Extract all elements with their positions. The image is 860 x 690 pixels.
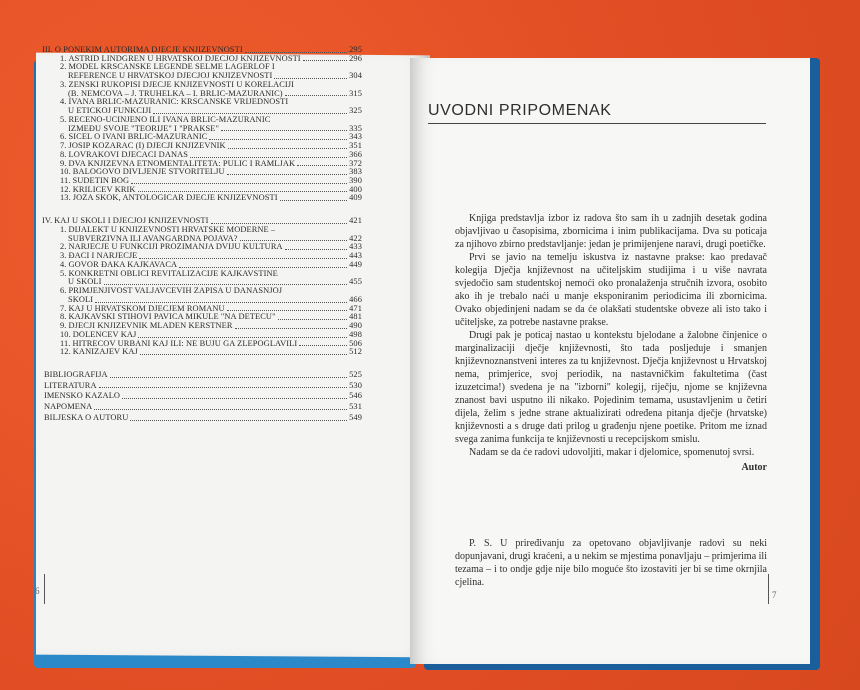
- toc-number: 12.: [60, 184, 71, 194]
- toc-entry: [42, 261, 362, 270]
- toc-title: KANIŽAJEV KAJ: [72, 348, 138, 357]
- toc-title: JOŽA SKOK, ANTOLOGIČAR DJEČJE KNJIŽEVNOSTI: [72, 194, 278, 203]
- paragraph: Nadam se da će radovi udovoljiti, makar i djelomice, spomenutoj svrsi.: [469, 447, 755, 458]
- toc-page: 295: [349, 45, 362, 54]
- toc-leader: [130, 420, 347, 421]
- toc-entry: [42, 217, 362, 226]
- toc-number: 1.: [60, 224, 67, 234]
- toc-entry: [42, 177, 362, 186]
- toc-entry: [42, 296, 362, 305]
- postscript: P. S. U priređivanju za opetovano objavljivanje radovi su neki dopunjavani, drugi kraćeni, a u nekim se mjestima ponavljaju – primjerima ili tezama – i to ondje gdje nije bilo moguće što izostaviti jer bi se time okrnjila cjelina.: [455, 538, 767, 588]
- toc-entry: [42, 90, 362, 99]
- toc-number: 7.: [60, 141, 67, 151]
- toc-title: IZMEĐU SVOJE "TEORIJE" I "PRAKSE": [68, 124, 219, 133]
- toc-number: 3.: [60, 79, 67, 89]
- toc-page: 390: [349, 176, 362, 186]
- toc-title: KONKRETNI OBLICI REVITALIZACIJE KAJKAVŠTINE: [68, 269, 278, 278]
- toc-entry: [42, 168, 362, 177]
- toc-leader: [278, 319, 348, 320]
- toc-entry: [42, 63, 362, 72]
- toc-entry: [42, 194, 362, 203]
- toc-title: KAJKAVSKI STIHOVI PAVIĆA MIKULE "NA DETEČU": [68, 313, 276, 322]
- toc-title: DIJALEKT U KNJIŽEVNOSTI HRVATSKE MODERNE –: [68, 225, 276, 234]
- toc-number: 11.: [60, 176, 71, 186]
- toc-leader: [131, 183, 347, 184]
- toc-title: DOLENČEV KAJ: [72, 330, 137, 339]
- toc-title: ŠICEL O IVANI BRLIĆ-MAŽURANIĆ: [68, 133, 208, 142]
- toc-page: 525: [349, 369, 362, 379]
- toc-entry: [42, 46, 362, 55]
- toc-title: REFERENCE U HRVATSKOJ DJEČJOJ KNJIŽEVNOSTI: [68, 72, 273, 81]
- toc-page: 490: [349, 321, 362, 331]
- toc-number: 7.: [60, 303, 67, 313]
- toc-page: 351: [349, 141, 362, 151]
- toc-title: NARJEČJE U FUNKCIJI PROŽIMANJA DVIJU KULTURA: [68, 243, 283, 252]
- toc-title: U ŠKOLI: [68, 278, 102, 287]
- toc-title: KRILIČEV KRIK: [72, 185, 136, 194]
- toc-entry: [42, 322, 362, 331]
- toc-leader: [245, 52, 347, 53]
- toc-page: 409: [349, 193, 362, 203]
- toc-entry: [42, 235, 362, 244]
- toc-title: BIBLIOGRAFIJA: [44, 370, 108, 379]
- page-title: UVODNI PRIPOMENAK: [428, 102, 612, 119]
- toc-leader: [190, 157, 347, 158]
- toc-title: PRIMJENJIVOST VALJAVČEVIH ZAPISA U DANAŠNJOJ: [68, 287, 283, 296]
- toc-entry: [42, 133, 362, 142]
- toc-leader: [235, 328, 348, 329]
- toc-number: 6.: [60, 132, 67, 142]
- toc-number: 9.: [60, 158, 67, 168]
- toc-title: LITERATURA: [44, 381, 97, 390]
- toc-leader: [104, 284, 348, 285]
- toc-number: 4.: [60, 97, 67, 107]
- toc-title: LOVRAKOVI DJEČACI DANAS: [68, 150, 189, 159]
- toc-leader: [227, 174, 347, 175]
- toc-entry: [42, 55, 362, 64]
- left-page-number: 6: [35, 586, 40, 596]
- toc-entry: [42, 382, 362, 391]
- toc-entry: [42, 142, 362, 151]
- toc-leader: [240, 240, 348, 241]
- title-rule: [428, 123, 766, 124]
- toc-leader: [285, 249, 347, 250]
- toc-title: JOSIP KOZARAC (I) DJEČJI KNJIŽEVNIK: [68, 142, 226, 151]
- toc-number: 5.: [60, 268, 67, 278]
- toc-title: HITRECOV URBANI KAJ ILI: NE BUJU GA ZLEPOGLAVILI: [72, 339, 298, 348]
- toc-page: 498: [349, 329, 362, 339]
- paragraph: Prvi se javio na temelju iskustva iz nastavne prakse: kao predavač kolegija Dječja književnost na učiteljskim studijima i u više navrata svjedočio sam studentskoj nemoći oko pronalaženja stručnih izvora, osobito ako ih je trebalo naći u manje eksponiranim periodicima ili zbornicima. Ovako objedinjeni nadam se da će olakšati studentske obveze ali isto tako i učiteljske, za potrebe nastavne prakse.: [455, 252, 767, 328]
- paragraph: Knjiga predstavlja izbor iz radova što sam ih u zadnjih desetak godina objavljivao u časopisima, zbornicima i inim publikacijama. Dva su poticaja za njihovo zbirno predstavljanje: jedan je primijenjene naravi, drugi poetičke.: [455, 213, 767, 250]
- toc-number: 9.: [60, 321, 67, 331]
- page-rule-left: [44, 574, 45, 604]
- toc-leader: [139, 258, 347, 259]
- toc-leader: [274, 78, 347, 79]
- toc-entry: [42, 226, 362, 235]
- toc-page: 383: [349, 167, 362, 177]
- toc-leader: [299, 345, 347, 346]
- toc-page: 449: [349, 259, 362, 269]
- toc-title: DVA KNJIŽEVNA ETNOMENTALITETA: PULIĆ I RAMLJAK: [68, 159, 296, 168]
- toc-entry: [42, 403, 362, 412]
- toc-entry: [42, 186, 362, 195]
- toc-title: DJEČJI KNJIŽEVNIK MLADEN KERSTNER: [68, 322, 233, 331]
- toc-leader: [227, 310, 347, 311]
- toc-title: GOVOR ĐAKA KAJKAVACA: [68, 260, 178, 269]
- toc-page: 530: [349, 380, 362, 390]
- toc-page: 506: [349, 338, 362, 348]
- toc-title: U ETIČKOJ FUNKCIJI: [68, 107, 152, 116]
- toc-entry: [42, 331, 362, 340]
- toc-page: 466: [349, 294, 362, 304]
- toc-leader: [303, 60, 347, 61]
- author-signature: Autor: [741, 462, 767, 473]
- toc-entry: [42, 116, 362, 125]
- toc-page: 315: [349, 88, 362, 98]
- toc-leader: [209, 139, 347, 140]
- right-page-number: 7: [772, 590, 777, 600]
- toc-entry: [42, 243, 362, 252]
- toc-number: 11.: [60, 338, 71, 348]
- toc-gap: [42, 357, 362, 369]
- toc-leader: [138, 337, 347, 338]
- toc-page: 481: [349, 312, 362, 322]
- toc-page: 422: [349, 233, 362, 243]
- toc-title: ĐACI I NARJEČJE: [68, 252, 138, 261]
- toc-title: REČENO-UČINJENO ILI IVANA BRLIĆ-MAŽURANIĆ: [68, 115, 271, 124]
- preface-body: [455, 212, 767, 474]
- toc-page: 325: [349, 106, 362, 116]
- toc-leader: [110, 377, 347, 378]
- toc-entry: [42, 392, 362, 401]
- toc-number: 10.: [60, 167, 71, 177]
- toc-title: (B. NĚMCOVA – J. TRUHELKA – I. BRLIĆ-MAŽURANIĆ): [68, 89, 283, 98]
- toc-entry: [42, 348, 362, 357]
- toc-entry: [42, 72, 362, 81]
- toc-number: 5.: [60, 114, 67, 124]
- toc-title: ASTRID LINDGREN U HRVATSKOJ DJEČJOJ KNJIŽEVNOSTI: [68, 54, 301, 63]
- toc-title: NAPOMENA: [44, 403, 93, 412]
- toc-leader: [297, 165, 347, 166]
- toc-leader: [285, 95, 347, 96]
- toc-entry: [42, 125, 362, 134]
- toc-number: IV.: [42, 216, 53, 226]
- toc-number: 4.: [60, 259, 67, 269]
- toc-leader: [211, 223, 348, 224]
- toc-entry: [42, 107, 362, 116]
- toc-title: KAJ U HRVATSKOM DJEČJEM ROMANU: [68, 304, 225, 313]
- page-rule-right: [768, 574, 769, 604]
- toc-title: MODEL KRŠĆANSKE LEGENDE SELME LAGERLÖF I: [68, 63, 275, 72]
- toc-title: IVANA BRLIĆ-MAŽURANIĆ: KRŠĆANSKE VRIJEDNOSTI: [68, 98, 289, 107]
- toc-entry: [42, 252, 362, 261]
- toc-entry: [42, 313, 362, 322]
- toc-number: 12.: [60, 347, 71, 357]
- toc-title: BALOGOVO DIVLJENJE STVORITELJU: [72, 168, 225, 177]
- toc-page: 372: [349, 158, 362, 168]
- toc-number: 10.: [60, 329, 71, 339]
- toc-number: 2.: [60, 62, 67, 72]
- toc-page: 366: [349, 149, 362, 159]
- toc-page: 304: [349, 71, 362, 81]
- toc-number: III.: [42, 45, 53, 54]
- toc-entry: [42, 278, 362, 287]
- toc-entry: [42, 414, 362, 423]
- toc-page: 512: [349, 347, 362, 357]
- toc-entry: [42, 151, 362, 160]
- toc-leader: [228, 148, 347, 149]
- toc-leader: [179, 267, 347, 268]
- toc-entry: [42, 160, 362, 169]
- toc-title: KAJ U ŠKOLI I DJEČJOJ KNJIŽEVNOSTI: [54, 217, 209, 226]
- toc-title: SUBVERZIVNA ILI AVANGARDNA POJAVA?: [68, 234, 238, 243]
- toc-title: ŽENSKI RUKOPISI DJEČJE KNJIŽEVNOSTI U KORELACIJI: [68, 80, 295, 89]
- toc-leader: [138, 191, 348, 192]
- toc-leader: [122, 398, 347, 399]
- toc-page: 549: [349, 412, 362, 422]
- toc-entry: [42, 287, 362, 296]
- toc-page: 421: [349, 216, 362, 226]
- table-of-contents: [42, 44, 362, 423]
- toc-number: 13.: [60, 193, 71, 203]
- toc-leader: [99, 387, 347, 388]
- toc-entry: [42, 81, 362, 90]
- toc-page: 400: [349, 184, 362, 194]
- toc-page: 296: [349, 53, 362, 63]
- toc-page: 335: [349, 123, 362, 133]
- toc-title: SUDĚTIN BOG: [72, 177, 130, 186]
- toc-title: BILJEŠKA O AUTORU: [44, 413, 129, 422]
- toc-number: 2.: [60, 242, 67, 252]
- toc-number: 8.: [60, 149, 67, 159]
- toc-entry: [42, 98, 362, 107]
- toc-entry: [42, 340, 362, 349]
- toc-entry: [42, 371, 362, 380]
- toc-page: 455: [349, 277, 362, 287]
- toc-leader: [94, 409, 347, 410]
- toc-page: 546: [349, 391, 362, 401]
- toc-title: O PONEKIM AUTORIMA DJEČJE KNJIŽEVNOSTI: [54, 46, 243, 54]
- toc-page: 343: [349, 132, 362, 142]
- toc-number: 3.: [60, 251, 67, 261]
- toc-leader: [153, 113, 347, 114]
- toc-leader: [95, 302, 347, 303]
- toc-page: 531: [349, 402, 362, 412]
- toc-entry: [42, 270, 362, 279]
- toc-gap: [42, 203, 362, 215]
- toc-leader: [221, 130, 347, 131]
- toc-page: 443: [349, 251, 362, 261]
- toc-number: 6.: [60, 286, 67, 296]
- paragraph: Drugi pak je poticaj nastao u kontekstu bjelodane a žalobne činjenice o marginalizaciji dječje književnosti, što tada posljeduje i smanjen književnoznanstveni interes za tu književnost. Dječja književnost u Hrvatskoj nema, primjerice, svoj periodik, na nastavničkim fakultetima (čast izuzetcima!) svedena je na "izborni" kolegij, riječju, njome se književna znanost bavi usputno ili nikako. Pojedinim temama, usustavljenim u četiri dijela, želim s jedne strane aktualizirati određena pitanja dječje (hrvatske) književnosti a s druge dati prilog u građenju njene poetike. Pritom me iznad svega zanima funkcija te književnosti u recepcijskom smislu.: [455, 330, 767, 445]
- toc-title: ŠKOLI: [68, 295, 94, 304]
- toc-number: 1.: [60, 53, 67, 63]
- toc-title: IMENSKO KAZALO: [44, 392, 121, 401]
- toc-page: 471: [349, 303, 362, 313]
- toc-entry: [42, 305, 362, 314]
- toc-number: 8.: [60, 312, 67, 322]
- toc-page: 433: [349, 242, 362, 252]
- toc-leader: [140, 354, 347, 355]
- toc-leader: [280, 200, 348, 201]
